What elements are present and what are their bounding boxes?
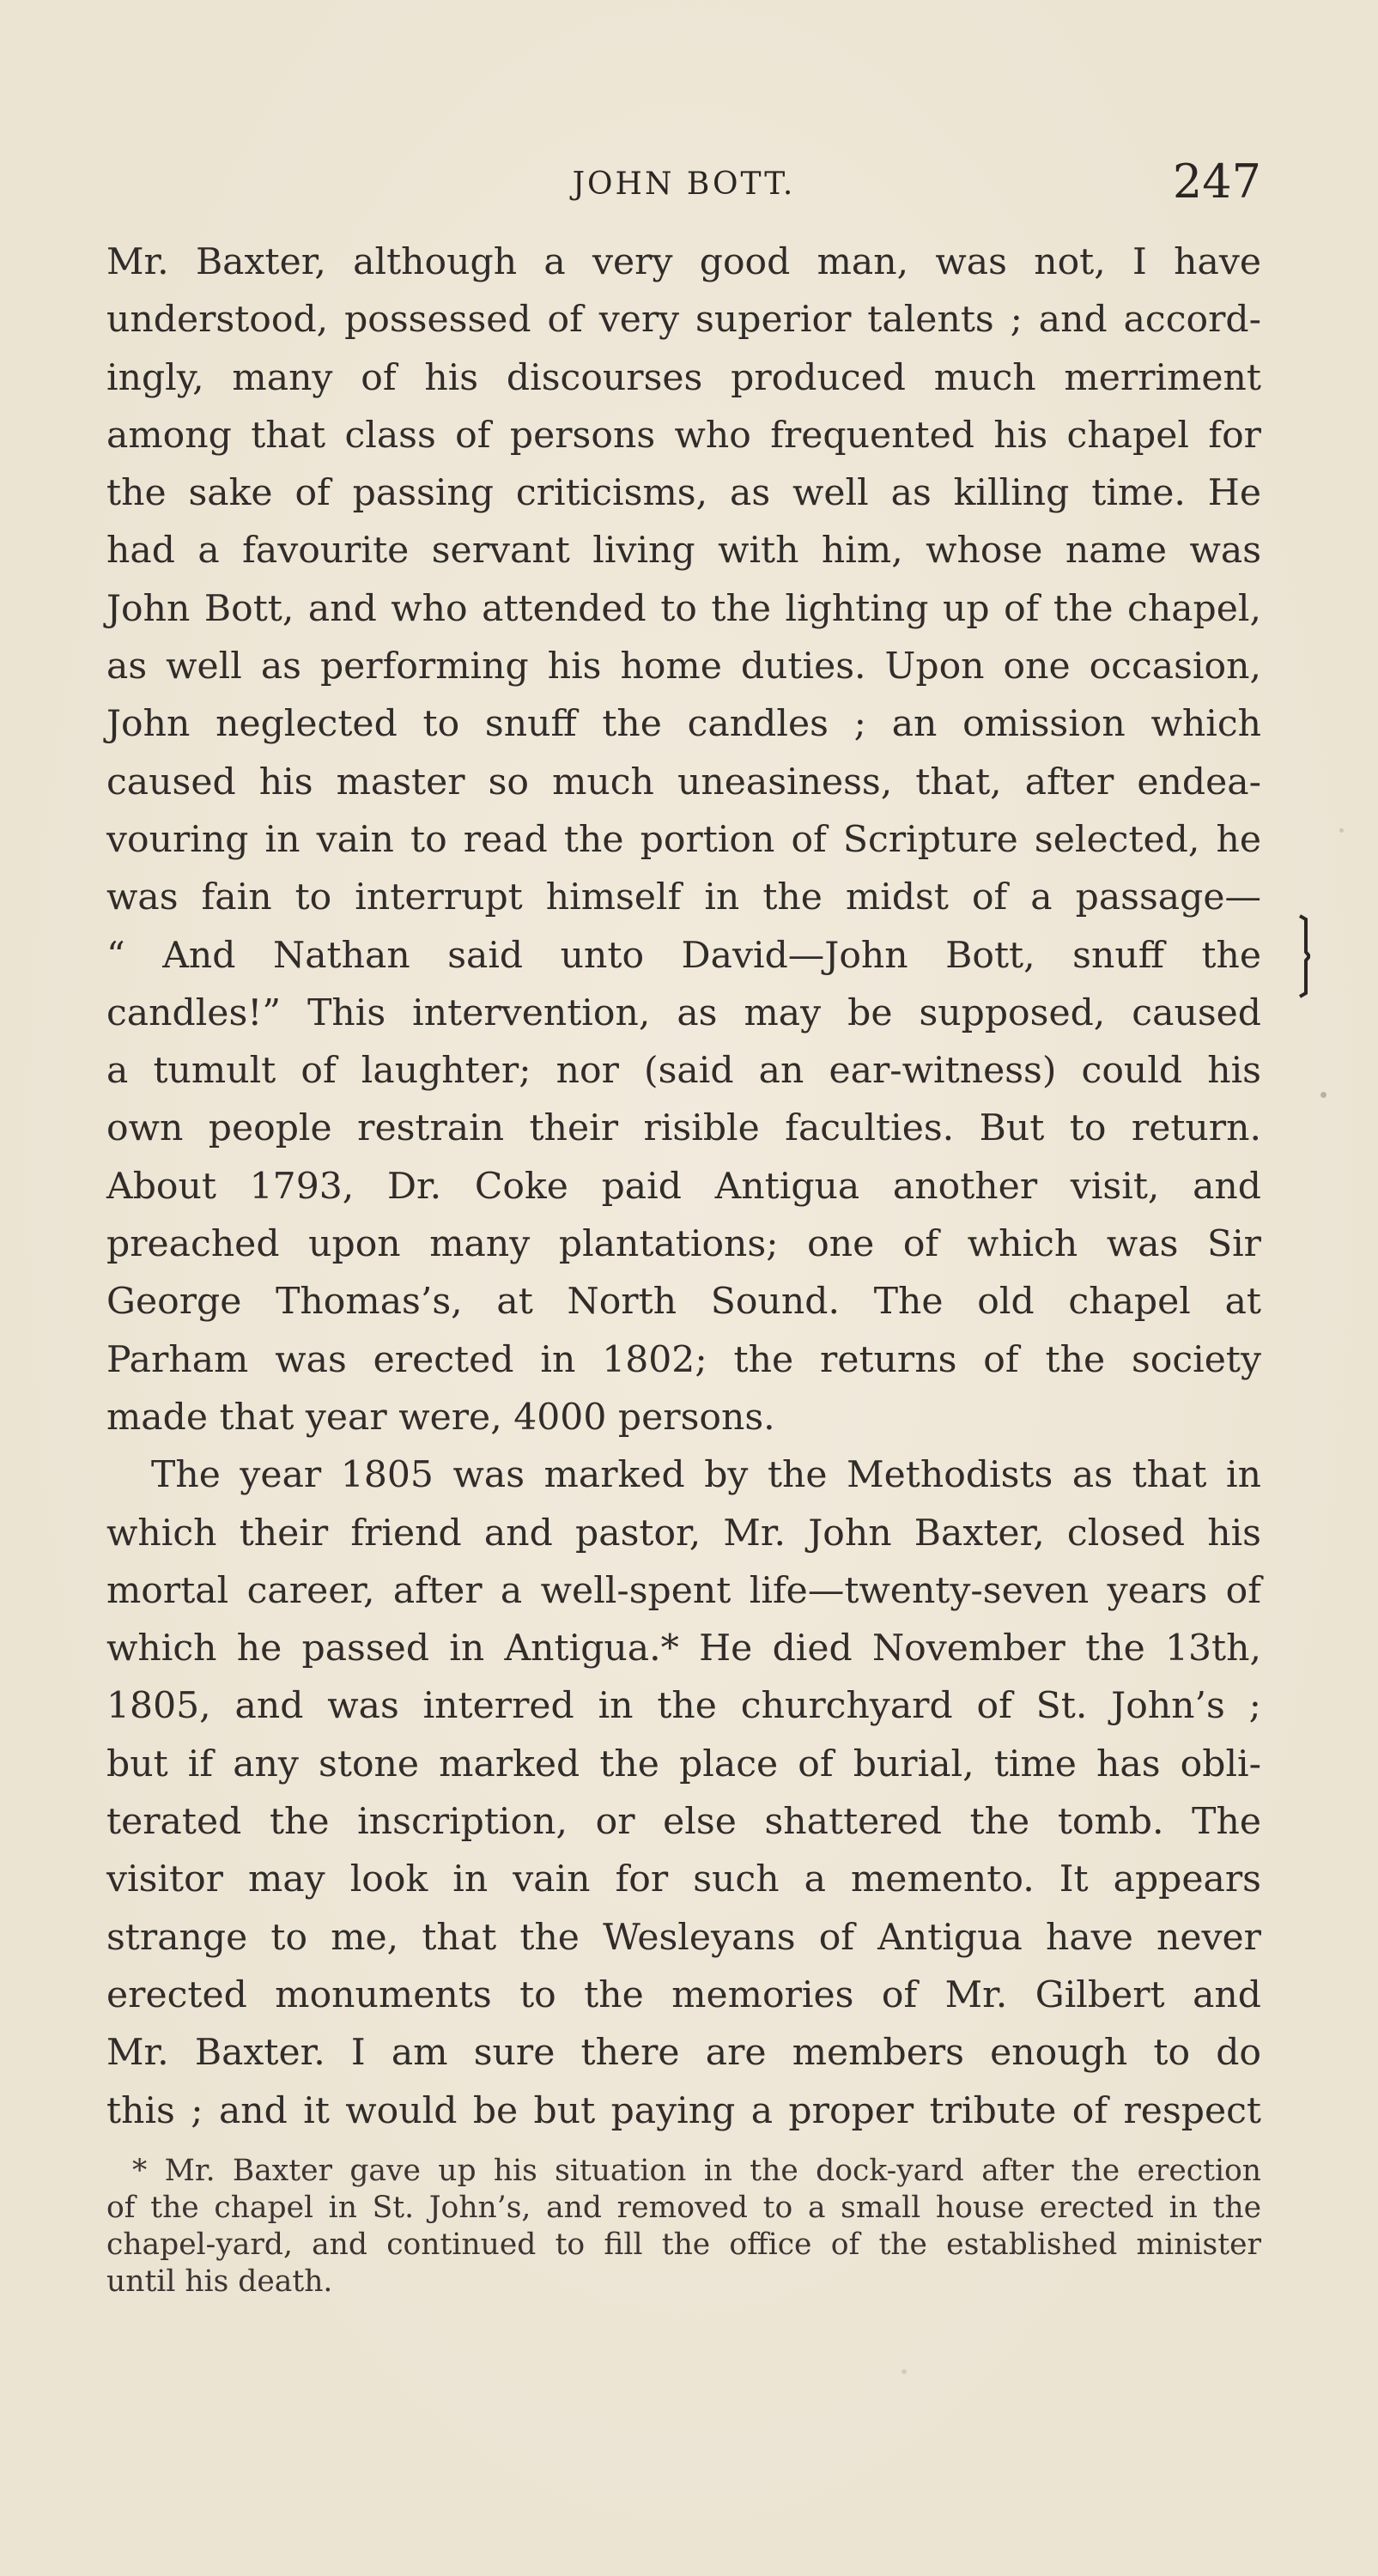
footnote-line: * Mr. Baxter gave up his situation in the dock-yard after the erection <box>132 2154 1261 2188</box>
text-line: vouring in vain to read the portion of Scripture selected, he <box>106 818 1261 861</box>
paper-speck <box>1320 1092 1326 1098</box>
text-line: erected monuments to the memories of Mr. Gilbert and <box>106 1973 1261 2016</box>
text-line: which he passed in Antigua.* He died November the 13th, <box>106 1627 1261 1670</box>
text-line: mortal career, after a well-spent life—twenty-seven years of <box>106 1569 1261 1612</box>
text-line: preached upon many plantations; one of which was Sir <box>106 1223 1261 1266</box>
footnote-line: chapel-yard, and continued to fill the office of the established minister <box>106 2227 1261 2262</box>
text-line: was fain to interrupt himself in the midst of a passage— <box>106 876 1261 919</box>
text-line: the sake of passing criticisms, as well as killing time. He <box>106 472 1261 515</box>
text-line: this ; and it would be but paying a proper tribute of respect <box>106 2089 1261 2132</box>
text-line: Mr. Baxter, although a very good man, was not, I have <box>106 241 1261 283</box>
page-number: 247 <box>1172 155 1261 209</box>
text-line: Mr. Baxter. I am sure there are members enough to do <box>106 2032 1261 2075</box>
text-line: About 1793, Dr. Coke paid Antigua another visit, and <box>106 1165 1261 1208</box>
text-line: a tumult of laughter; nor (said an ear-witness) could his <box>106 1050 1261 1093</box>
text-line: but if any stone marked the place of burial, time has obli- <box>106 1743 1261 1785</box>
body-text <box>106 233 1261 2140</box>
paragraph-1 <box>106 233 1261 1446</box>
text-line: George Thomas’s, at North Sound. The old chapel at <box>106 1281 1261 1324</box>
text-line: candles!” This intervention, as may be supposed, caused <box>106 991 1261 1034</box>
text-line: terated the inscription, or else shattered the tomb. The <box>106 1801 1261 1844</box>
footnote <box>106 2153 1261 2300</box>
paragraph-2 <box>106 1446 1261 2140</box>
text-line: “ And Nathan said unto David—John Bott, snuff the <box>106 934 1261 977</box>
text-line: 1805, and was interred in the churchyard of St. John’s ; <box>106 1685 1261 1728</box>
text-line: made that year were, 4000 persons. <box>106 1396 775 1439</box>
text-line: had a favourite servant living with him, whose name was <box>106 530 1261 573</box>
text-line: as well as performing his home duties. Upon one occasion, <box>106 646 1261 688</box>
paper-speck <box>901 2369 907 2374</box>
running-header <box>106 155 1261 215</box>
text-line: Parham was erected in 1802; the returns of the society <box>106 1338 1261 1381</box>
paper-speck <box>1339 828 1344 833</box>
text-line: own people restrain their risible faculties. But to return. <box>106 1107 1261 1150</box>
text-line: John neglected to snuff the candles ; an omission which <box>106 703 1261 746</box>
text-line: among that class of persons who frequented his chapel for <box>106 414 1261 457</box>
text-line: caused his master so much uneasiness, that, after endea- <box>106 761 1261 803</box>
running-title: JOHN BOTT. <box>572 167 796 202</box>
text-line: understood, possessed of very superior talents ; and accord- <box>106 299 1261 342</box>
text-line: strange to me, that the Wesleyans of Antigua have never <box>106 1916 1261 1959</box>
margin-bracket-mark <box>1298 914 1310 998</box>
text-line: which their friend and pastor, Mr. John Baxter, closed his <box>106 1512 1261 1555</box>
footnote-line: of the chapel in St. John’s, and removed to a small house erected in the <box>106 2191 1261 2225</box>
footnote-line: until his death. <box>106 2264 333 2299</box>
text-line: ingly, many of his discourses produced much merriment <box>106 356 1261 399</box>
text-line: The year 1805 was marked by the Methodists as that in <box>151 1454 1261 1497</box>
text-line: John Bott, and who attended to the lighting up of the chapel, <box>106 587 1261 630</box>
text-line: visitor may look in vain for such a memento. It appears <box>106 1858 1261 1901</box>
